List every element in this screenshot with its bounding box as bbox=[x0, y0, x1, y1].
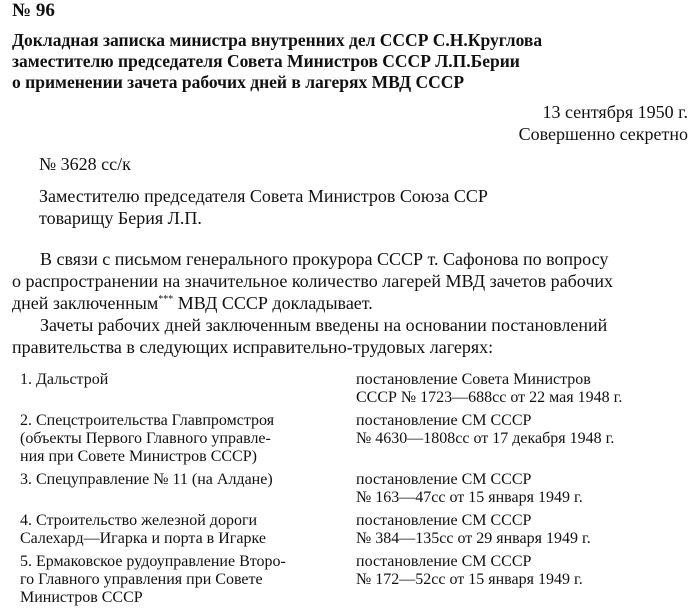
camp-name bbox=[20, 471, 356, 507]
camp-name-line: ния при Совете Министров СССР) bbox=[20, 448, 257, 465]
list-item bbox=[20, 371, 690, 407]
camp-name bbox=[20, 412, 356, 466]
decree-line: № 163—47сс от 15 января 1949 г. bbox=[356, 489, 583, 506]
camp-name-line: 2. Спецстроительства Главпромстроя bbox=[20, 412, 275, 429]
paragraph-line bbox=[12, 292, 690, 314]
decree-line: № 4630—1808сс от 17 декабря 1948 г. bbox=[356, 430, 615, 447]
camp-name-line: го Главного управления при Совете bbox=[20, 571, 263, 588]
camp-decree bbox=[356, 553, 690, 607]
camp-decree bbox=[356, 471, 690, 507]
camp-name-line: 1. Дальстрой bbox=[20, 371, 109, 388]
addressee-line: Заместителю председателя Совета Министров Союза ССР bbox=[39, 186, 488, 206]
title-line: заместителю председателя Совета Министров СССР Л.П.Берии bbox=[12, 51, 520, 71]
paragraph-line: В связи с письмом генерального прокурора СССР т. Сафонова по вопросу bbox=[40, 249, 609, 269]
camp-decree bbox=[356, 512, 690, 548]
decree-line: постановление СМ СССР bbox=[356, 471, 532, 488]
paragraph-fragment: МВД СССР докладывает. bbox=[173, 293, 373, 313]
camp-name-line: 5. Ермаковское рудоуправление Второ- bbox=[20, 553, 286, 570]
list-item bbox=[20, 512, 690, 548]
decree-line: № 172—52сс от 15 января 1949 г. bbox=[356, 571, 583, 588]
camps-list bbox=[20, 371, 690, 612]
document-date: 13 сентября 1950 г. bbox=[542, 102, 688, 122]
addressee-line: товарищу Берия Л.П. bbox=[39, 208, 202, 228]
addressee bbox=[39, 185, 488, 229]
list-item bbox=[20, 471, 690, 507]
camp-name-line: Министров СССР bbox=[20, 589, 143, 606]
paragraph-line: правительства в следующих исправительно-трудовых лагерях: bbox=[12, 337, 494, 357]
footnote-marker: *** bbox=[158, 294, 174, 305]
body-text bbox=[12, 248, 690, 358]
decree-line: № 384—135сс от 29 января 1949 г. bbox=[356, 530, 591, 547]
paragraph-line: Зачеты рабочих дней заключенным введены на основании постановлений bbox=[40, 315, 608, 335]
document-number: № 96 bbox=[12, 0, 55, 21]
camp-name-line: Салехард—Игарка и порта в Игарке bbox=[20, 530, 266, 547]
title-line: Докладная записка министра внутренних дел СССР С.Н.Круглова bbox=[12, 30, 543, 50]
camp-name bbox=[20, 512, 356, 548]
list-item bbox=[20, 553, 690, 607]
camp-name bbox=[20, 553, 356, 607]
camp-decree bbox=[356, 371, 690, 407]
decree-line: постановление СМ СССР bbox=[356, 412, 532, 429]
camp-decree bbox=[356, 412, 690, 466]
decree-line: постановление СМ СССР bbox=[356, 553, 532, 570]
decree-line: постановление СМ СССР bbox=[356, 512, 532, 529]
classification-stamp: Совершенно секретно bbox=[518, 124, 688, 144]
decree-line: постановление Совета Министров bbox=[356, 371, 591, 388]
document-meta bbox=[519, 101, 688, 145]
list-item bbox=[20, 412, 690, 466]
paragraph-line: о распространении на значительное количество лагерей МВД зачетов рабочих bbox=[12, 271, 614, 291]
title-line: о применении зачета рабочих дней в лагерях МВД СССР bbox=[12, 72, 465, 92]
document-title bbox=[12, 30, 692, 93]
decree-line: СССР № 1723—688сс от 22 мая 1948 г. bbox=[356, 389, 623, 406]
camp-name-line: 3. Спецуправление № 11 (на Алдане) bbox=[20, 471, 273, 488]
camp-name bbox=[20, 371, 356, 407]
reference-number: № 3628 сс/к bbox=[39, 154, 131, 174]
paragraph-fragment: дней заключенным bbox=[12, 293, 159, 313]
camp-name-line: 4. Строительство железной дороги bbox=[20, 512, 258, 529]
camp-name-line: (объекты Первого Главного управле- bbox=[20, 430, 271, 447]
